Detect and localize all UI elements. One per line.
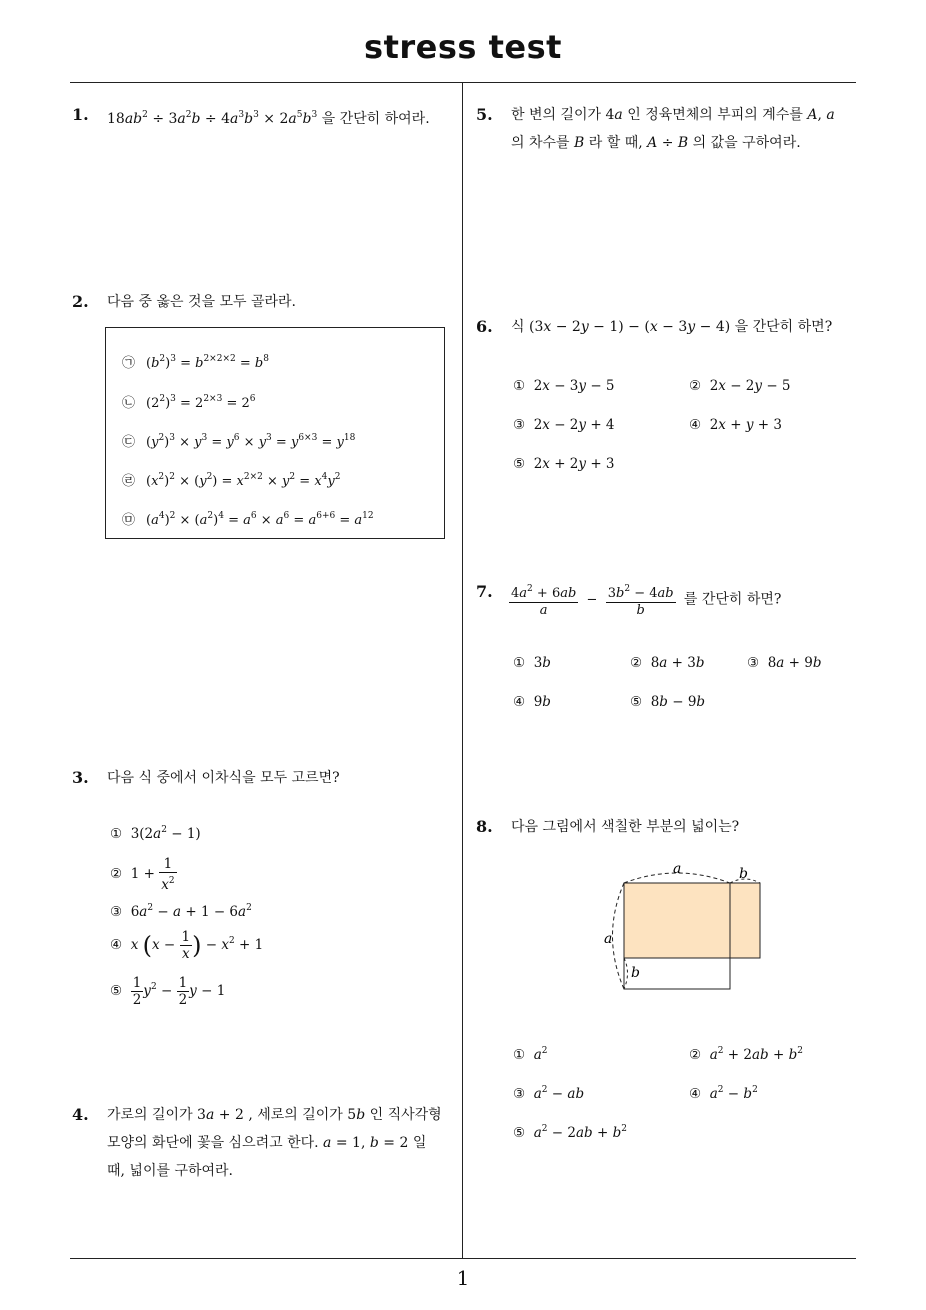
q1-text: 을 간단히 하여라. xyxy=(321,111,430,127)
option-marker: ⑤ xyxy=(513,1125,526,1141)
statement-4: ㉣ $(x^2)^2 \times (y^2) = x^{2\times 2} \times y^2 = x^4y^2$ xyxy=(122,472,341,489)
option-marker: ⑤ xyxy=(513,456,526,472)
option-marker: ④ xyxy=(513,694,526,710)
option-marker: ① xyxy=(110,826,123,842)
question-number: 3. xyxy=(72,768,89,787)
q8-option-3[interactable]: ③ $a^2$ − ab xyxy=(513,1085,585,1102)
q7-option-4[interactable]: ④ 9b xyxy=(513,694,551,710)
statement-2: ㉡ $(2^2)^3 = 2^{2\times 3} = 2^6$ xyxy=(122,394,256,411)
option-marker: ④ xyxy=(689,417,702,433)
question-number: 5. xyxy=(476,105,493,124)
q6-option-4[interactable]: ④ 2x + y + 3 xyxy=(689,417,782,433)
q4-text-4: 모양의 화단에 꽃을 심으려고 한다. xyxy=(107,1135,319,1151)
question-number: 4. xyxy=(72,1105,89,1124)
option-marker: ③ xyxy=(747,655,760,671)
statement-5: ㉤ $(a^4)^2 \times (a^2)^4 = a^6 \times a^6 = a^{6+6} = a^{12}$ xyxy=(122,511,374,528)
q5-text-2: 인 정육면체의 부피의 계수를 xyxy=(627,107,803,123)
question-number: 7. xyxy=(476,582,493,601)
label-b-top: b xyxy=(739,866,748,882)
q1-expression: $18ab^2 \div 3a^2b \div 4a^3b^3 \times 2a^5b^3$ xyxy=(107,110,318,127)
q4-text-2: , 세로의 길이가 xyxy=(248,1107,343,1123)
question-number: 6. xyxy=(476,317,493,336)
question-text: 식 (3x − 2y − 1) − (x − 3y − 4) 을 간단히 하면? xyxy=(511,319,833,335)
area-figure xyxy=(595,855,775,1000)
option-marker: ② xyxy=(689,1047,702,1063)
q8-option-5[interactable]: ⑤ $a^2 - 2ab + b^2$ xyxy=(513,1124,627,1141)
question-text: 다음 그림에서 색칠한 부분의 넓이는? xyxy=(511,819,740,835)
q5-text-1: 한 변의 길이가 xyxy=(511,107,602,123)
top-divider xyxy=(70,82,856,83)
q7-option-5[interactable]: ⑤ 8b − 9b xyxy=(630,694,706,710)
label-a-top: a xyxy=(673,861,682,877)
statement-box xyxy=(105,327,445,539)
q4-text-5: 일 xyxy=(412,1135,427,1151)
question-number: 1. xyxy=(72,105,89,124)
option-marker: ④ xyxy=(689,1086,702,1102)
option-marker: ⑤ xyxy=(110,983,123,999)
option-marker: ② xyxy=(689,378,702,394)
option-marker: ① xyxy=(513,1047,526,1063)
q3-option-5[interactable]: ⑤ $\frac{1}{2}$ $y^2$ − $\frac{1}{2}$ y − 1 xyxy=(110,975,226,1008)
statement-3: ㉢ $(y^2)^3 \times y^3 = y^6 \times y^3 = y^{6\times 3} = y^{18}$ xyxy=(122,433,356,450)
q7-option-2[interactable]: ② 8a + 3b xyxy=(630,655,705,671)
option-marker: ④ xyxy=(110,937,123,953)
q6-option-3[interactable]: ③ 2x − 2y + 4 xyxy=(513,417,615,433)
label-a-left: a xyxy=(604,931,613,947)
brace-a-left xyxy=(613,883,625,989)
q6-option-1[interactable]: ① 2x − 3y − 5 xyxy=(513,378,615,394)
q8-option-2[interactable]: ② $a^2 + 2ab + b^2$ xyxy=(689,1046,803,1063)
q8-option-4[interactable]: ④ $a^2 - b^2$ xyxy=(689,1085,758,1102)
brace-b-inner xyxy=(624,958,628,989)
statement-marker: ㉢ xyxy=(122,435,136,450)
q7-text: 를 간단히 하면? xyxy=(683,591,782,608)
q5-text-5: 의 값을 구하여라. xyxy=(692,135,801,151)
q3-option-4[interactable]: ④ x (x − $\frac{1}{x}$ ) − $x^2 + 1$ xyxy=(110,929,264,962)
option-marker: ① xyxy=(513,378,526,394)
question-text xyxy=(107,101,430,133)
statement-marker: ㉠ xyxy=(122,356,136,371)
question-text: 다음 중 옳은 것을 모두 골라라. xyxy=(107,294,296,310)
q6-text-2: 을 간단히 하면? xyxy=(734,319,833,335)
label-b-inner: b xyxy=(631,965,640,981)
question-number: 2. xyxy=(72,292,89,311)
bottom-divider xyxy=(70,1258,856,1259)
question-text: 가로의 길이가 3a + 2 , 세로의 길이가 5b 인 직사각형 모양의 화단에 꽃을 심으려고 한다. a = 1, b = 2 일 때, 넓이를 구하여라. xyxy=(107,1107,442,1179)
q4-text-1: 가로의 길이가 xyxy=(107,1107,193,1123)
shaded-rectangle xyxy=(624,883,760,958)
q6-option-5[interactable]: ⑤ 2x + 2y + 3 xyxy=(513,456,615,472)
statement-marker: ㉤ xyxy=(122,513,136,528)
question-number: 8. xyxy=(476,817,493,836)
q4-text-6: 때, 넓이를 구하여라. xyxy=(107,1163,233,1179)
column-divider xyxy=(462,83,463,1258)
option-marker: ② xyxy=(110,866,123,882)
option-marker: ③ xyxy=(513,417,526,433)
q5-text-4: 라 할 때, xyxy=(588,135,643,151)
statement-1: ㉠ $(b^2)^3 = b^{2\times 2\times 2} = b^8$ xyxy=(122,354,269,371)
option-marker: ③ xyxy=(110,904,123,920)
question-text: 한 변의 길이가 4a 인 정육면체의 부피의 계수를 A, a 의 차수를 B 라 할 때, A ÷ B 의 값을 구하여라. xyxy=(511,107,835,151)
option-marker: ① xyxy=(513,655,526,671)
statement-marker: ㉣ xyxy=(122,474,136,489)
page-number: 1 xyxy=(456,1266,470,1290)
q6-text-1: 식 xyxy=(511,319,525,335)
q8-option-1[interactable]: ① $a^2$ xyxy=(513,1046,548,1063)
option-marker: ③ xyxy=(513,1086,526,1102)
q3-option-3[interactable]: ③ $6a^2 - a + 1 - 6a^2$ xyxy=(110,903,252,920)
q3-option-1[interactable]: ① $3(2a^2 - 1)$ xyxy=(110,825,201,842)
q7-expression: $\frac{4a^2 + 6ab}{a}$ − $\frac{3b^2 - 4ab}{b}$ 를 간단히 하면? xyxy=(509,581,781,619)
q7-option-3[interactable]: ③ 8a + 9b xyxy=(747,655,822,671)
q6-option-2[interactable]: ② 2x − 2y − 5 xyxy=(689,378,791,394)
question-text: 다음 식 중에서 이차식을 모두 고르면? xyxy=(107,770,340,786)
q4-text-3: 인 직사각형 xyxy=(369,1107,442,1123)
q3-option-2[interactable]: ② 1 + $\frac{1}{x^2}$ xyxy=(110,856,175,893)
page-title: stress test xyxy=(364,28,562,66)
option-marker: ② xyxy=(630,655,643,671)
q7-option-1[interactable]: ① 3b xyxy=(513,655,551,671)
q5-text-3: 의 차수를 xyxy=(511,135,570,151)
option-marker: ⑤ xyxy=(630,694,643,710)
statement-marker: ㉡ xyxy=(122,396,136,411)
